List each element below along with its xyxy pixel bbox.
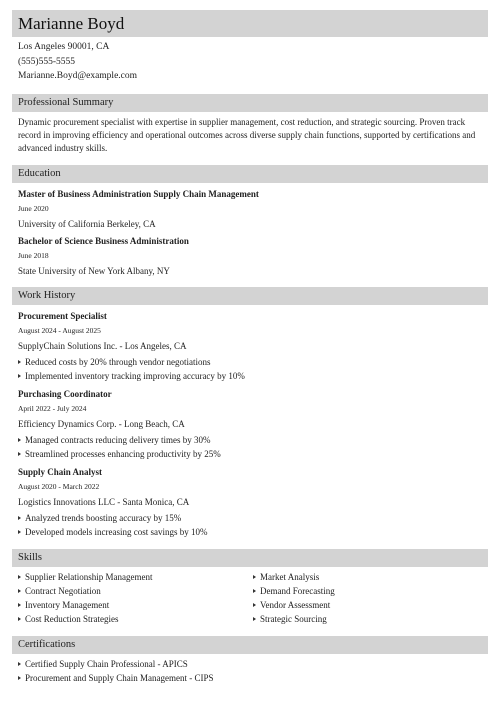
certifications-heading: Certifications — [12, 636, 488, 654]
skill-item: Market Analysis — [253, 570, 488, 584]
skills-list-left — [18, 570, 253, 626]
certifications-section — [12, 657, 488, 685]
candidate-name: Marianne Boyd — [18, 14, 125, 33]
contact-info — [12, 40, 488, 84]
job-bullet: Streamlined processes enhancing productivity by 25% — [18, 447, 488, 461]
job-bullet: Developed models increasing cost savings by 10% — [18, 525, 488, 539]
skills-section — [12, 567, 488, 626]
school-name: University of California Berkeley, CA — [18, 218, 156, 229]
school-name: State University of New York Albany, NY — [18, 265, 170, 276]
phone: (555)555-5555 — [18, 56, 75, 67]
education-item — [18, 188, 488, 230]
skills-list-right — [253, 570, 488, 626]
job-entry — [18, 388, 488, 461]
company-name: SupplyChain Solutions Inc. - Los Angeles, CA — [18, 340, 187, 351]
certification-item: Procurement and Supply Chain Management - CIPS — [18, 671, 488, 685]
degree-title: Master of Business Administration Supply Chain Management — [18, 188, 259, 199]
job-bullet: Implemented inventory tracking improving accuracy by 10% — [18, 369, 488, 383]
name-header — [12, 10, 488, 37]
job-bullet: Analyzed trends boosting accuracy by 15% — [18, 511, 488, 525]
skill-item: Demand Forecasting — [253, 584, 488, 598]
job-bullets — [18, 433, 488, 461]
company-name: Efficiency Dynamics Corp. - Long Beach, CA — [18, 418, 185, 429]
skills-heading: Skills — [12, 549, 488, 567]
summary-text: Dynamic procurement specialist with expertise in supplier management, cost reduction, and strategic sourcing. Proven track record in improving efficiency and operational outcomes across diverse supply chain functions, supported by certifications and advanced industry skills. — [18, 116, 476, 153]
job-entry — [18, 466, 488, 539]
degree-title: Bachelor of Science Business Administration — [18, 235, 189, 246]
company-name: Logistics Innovations LLC - Santa Monica, CA — [18, 496, 190, 507]
job-bullet: Managed contracts reducing delivery times by 30% — [18, 433, 488, 447]
skill-item: Cost Reduction Strategies — [18, 612, 253, 626]
job-dates: April 2022 - July 2024 — [18, 403, 87, 413]
education-date: June 2020 — [18, 203, 49, 213]
certification-item: Certified Supply Chain Professional - APICS — [18, 657, 488, 671]
resume-page — [12, 10, 488, 685]
education-section — [12, 188, 488, 277]
job-entry — [18, 310, 488, 383]
skill-item: Inventory Management — [18, 598, 253, 612]
skill-item: Contract Negotiation — [18, 584, 253, 598]
job-bullets — [18, 511, 488, 539]
job-dates: August 2020 - March 2022 — [18, 481, 100, 491]
work-history-section — [12, 310, 488, 539]
education-heading: Education — [12, 165, 488, 183]
address: Los Angeles 90001, CA — [18, 42, 110, 52]
job-dates: August 2024 - August 2025 — [18, 325, 101, 335]
job-title: Supply Chain Analyst — [18, 466, 103, 477]
skill-item: Supplier Relationship Management — [18, 570, 253, 584]
job-bullets — [18, 355, 488, 383]
job-bullet: Reduced costs by 20% through vendor negotiations — [18, 355, 488, 369]
work-history-heading: Work History — [12, 287, 488, 305]
education-date: June 2018 — [18, 250, 49, 260]
certifications-list — [18, 657, 488, 685]
skill-item: Vendor Assessment — [253, 598, 488, 612]
education-item — [18, 235, 488, 277]
job-title: Purchasing Coordinator — [18, 388, 112, 399]
email: Marianne.Boyd@example.com — [18, 71, 138, 81]
skill-item: Strategic Sourcing — [253, 612, 488, 626]
summary-heading: Professional Summary — [12, 94, 488, 112]
job-title: Procurement Specialist — [18, 310, 107, 321]
